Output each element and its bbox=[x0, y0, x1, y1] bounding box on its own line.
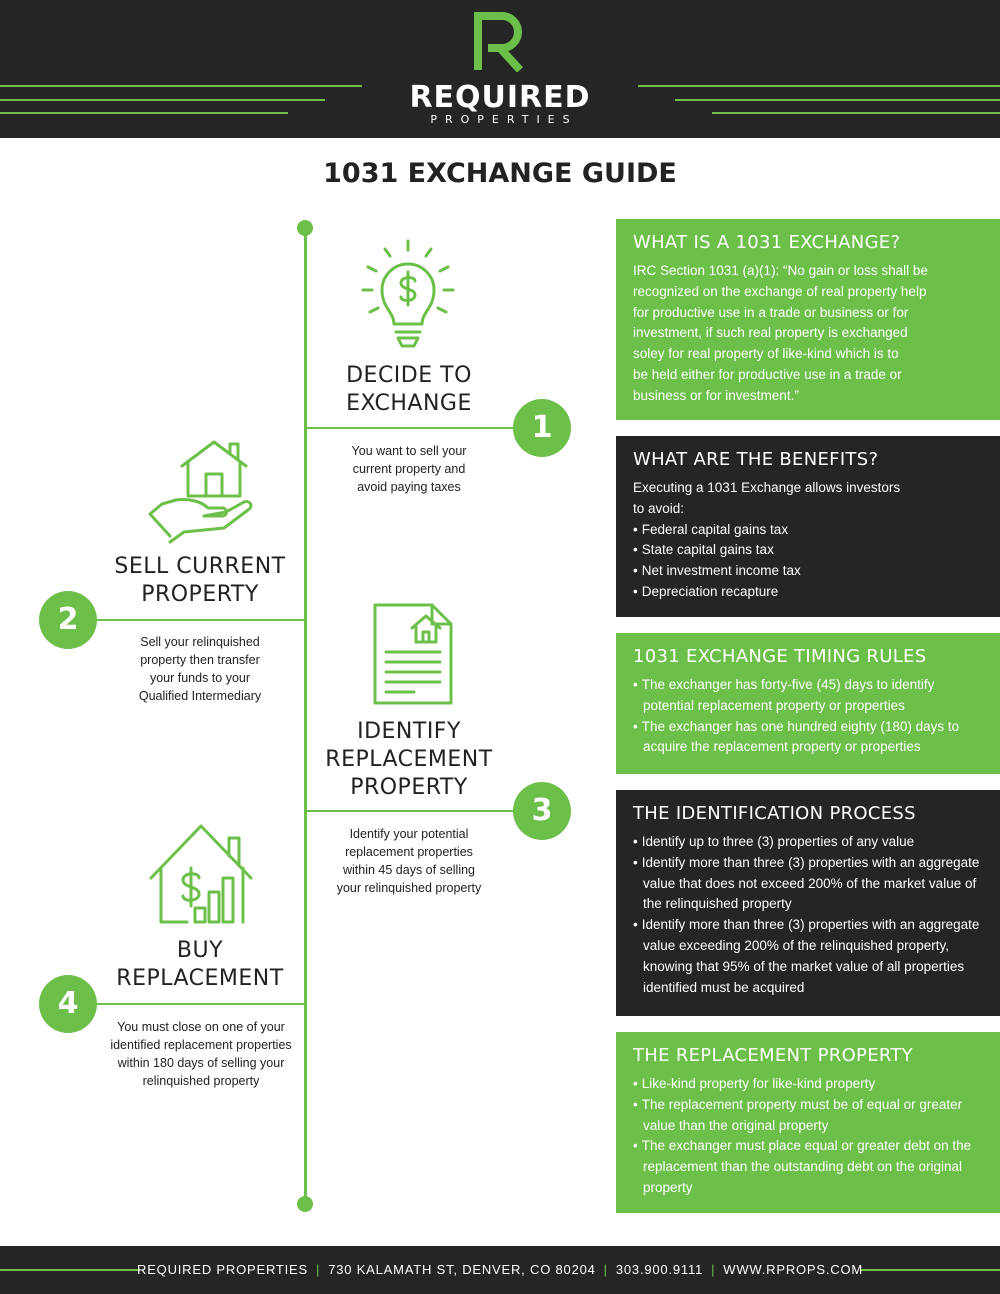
footer-website-link[interactable]: WWW.RPROPS.COM bbox=[723, 1262, 863, 1277]
footer-phone[interactable]: 303.900.9111 bbox=[615, 1262, 704, 1277]
lightbulb-dollar-icon bbox=[358, 238, 458, 350]
footer-separator: | bbox=[711, 1262, 716, 1277]
house-dollar-chart-icon bbox=[149, 822, 253, 926]
logo-r-icon bbox=[474, 12, 526, 72]
panel-body: IRC Section 1031 (a)(1): “No gain or loss shall be recognized on the exchange of real property help for productive use in a trade or business or for investment, if such real property is exchanged soley for real property of like-kind which is to be held either for productive use in a trade or business or for investment.” bbox=[633, 263, 928, 403]
list-item: • Depreciation recapture bbox=[633, 582, 983, 603]
step-2-title: SELL CURRENT PROPERTY bbox=[114, 554, 286, 607]
step-number-2: 2 bbox=[39, 591, 97, 649]
list-item: • Net investment income tax bbox=[633, 561, 983, 582]
house-in-hand-icon bbox=[146, 438, 254, 544]
step-connector bbox=[95, 619, 306, 621]
step-4-title: BUY REPLACEMENT bbox=[116, 938, 284, 991]
panel-benefits bbox=[616, 436, 1000, 617]
panel-intro: Executing a 1031 Exchange allows investors to avoid: bbox=[633, 480, 901, 516]
list-item: • Federal capital gains tax bbox=[633, 520, 983, 541]
step-1-description: You want to sell your current property and avoid paying taxes bbox=[351, 444, 467, 494]
step-3-description: Identify your potential replacement properties within 45 days of selling your relinquished property bbox=[336, 827, 482, 895]
panel-timing-rules bbox=[616, 633, 1000, 774]
step-3-title: IDENTIFY REPLACEMENT PROPERTY bbox=[325, 719, 493, 800]
step-2-description: Sell your relinquished property then transfer your funds to your Qualified Intermediary bbox=[138, 635, 262, 703]
step-number-4: 4 bbox=[39, 975, 97, 1033]
identification-list bbox=[633, 832, 983, 998]
step-4-description: You must close on one of your identified replacement properties within 180 days of selling your relinquished property bbox=[110, 1020, 292, 1088]
footer-separator: | bbox=[316, 1262, 321, 1277]
panel-replacement bbox=[616, 1032, 1000, 1213]
panel-heading: WHAT IS A 1031 EXCHANGE? bbox=[633, 232, 901, 253]
step-connector bbox=[305, 427, 515, 429]
panel-heading: 1031 EXCHANGE TIMING RULES bbox=[633, 646, 927, 667]
footer-contact bbox=[0, 1262, 1000, 1277]
step-connector bbox=[95, 1003, 306, 1005]
house-document-icon bbox=[372, 602, 454, 706]
list-item: • The exchanger has one hundred eighty (180) days to acquire the replacement property or properties bbox=[633, 717, 983, 759]
list-item: • State capital gains tax bbox=[633, 540, 983, 561]
benefits-list bbox=[633, 520, 983, 603]
page-title: 1031 EXCHANGE GUIDE bbox=[323, 158, 677, 189]
panel-heading: THE IDENTIFICATION PROCESS bbox=[633, 803, 916, 824]
footer-address: 730 KALAMATH ST, DENVER, CO 80204 bbox=[328, 1262, 596, 1277]
panel-heading: WHAT ARE THE BENEFITS? bbox=[633, 449, 879, 470]
timeline-dot-top bbox=[297, 220, 313, 236]
brand-name: REQUIRED bbox=[409, 80, 591, 115]
step-number-3: 3 bbox=[513, 782, 571, 840]
replacement-list bbox=[633, 1074, 983, 1199]
list-item: • Identify more than three (3) properties with an aggregate value that does not exceed 200% of the market value of the relinquished property bbox=[633, 853, 983, 915]
timeline-dot-bottom bbox=[297, 1196, 313, 1212]
list-item: • Like-kind property for like-kind property bbox=[633, 1074, 983, 1095]
footer-company: REQUIRED PROPERTIES bbox=[137, 1262, 308, 1277]
step-number-1: 1 bbox=[513, 399, 571, 457]
list-item: • The exchanger has forty-five (45) days to identify potential replacement property or properties bbox=[633, 675, 983, 717]
step-connector bbox=[305, 810, 515, 812]
footer bbox=[0, 1246, 1000, 1294]
panel-identification bbox=[616, 790, 1000, 1016]
list-item: • The exchanger must place equal or greater debt on the replacement than the outstanding debt on the original property bbox=[633, 1136, 983, 1198]
panel-what-is-1031 bbox=[616, 219, 1000, 420]
list-item: • The replacement property must be of equal or greater value than the original property bbox=[633, 1095, 983, 1137]
header bbox=[0, 0, 1000, 138]
list-item: • Identify more than three (3) properties with an aggregate value exceeding 200% of the relinquished property, knowing that 95% of the market value of all properties identified must be acquired bbox=[633, 915, 983, 998]
list-item: • Identify up to three (3) properties of any value bbox=[633, 832, 983, 853]
panel-heading: THE REPLACEMENT PROPERTY bbox=[633, 1045, 913, 1066]
step-1-title: DECIDE TO EXCHANGE bbox=[346, 363, 472, 416]
timing-list bbox=[633, 675, 983, 758]
footer-separator: | bbox=[603, 1262, 608, 1277]
brand-subtitle: PROPERTIES bbox=[430, 113, 578, 126]
